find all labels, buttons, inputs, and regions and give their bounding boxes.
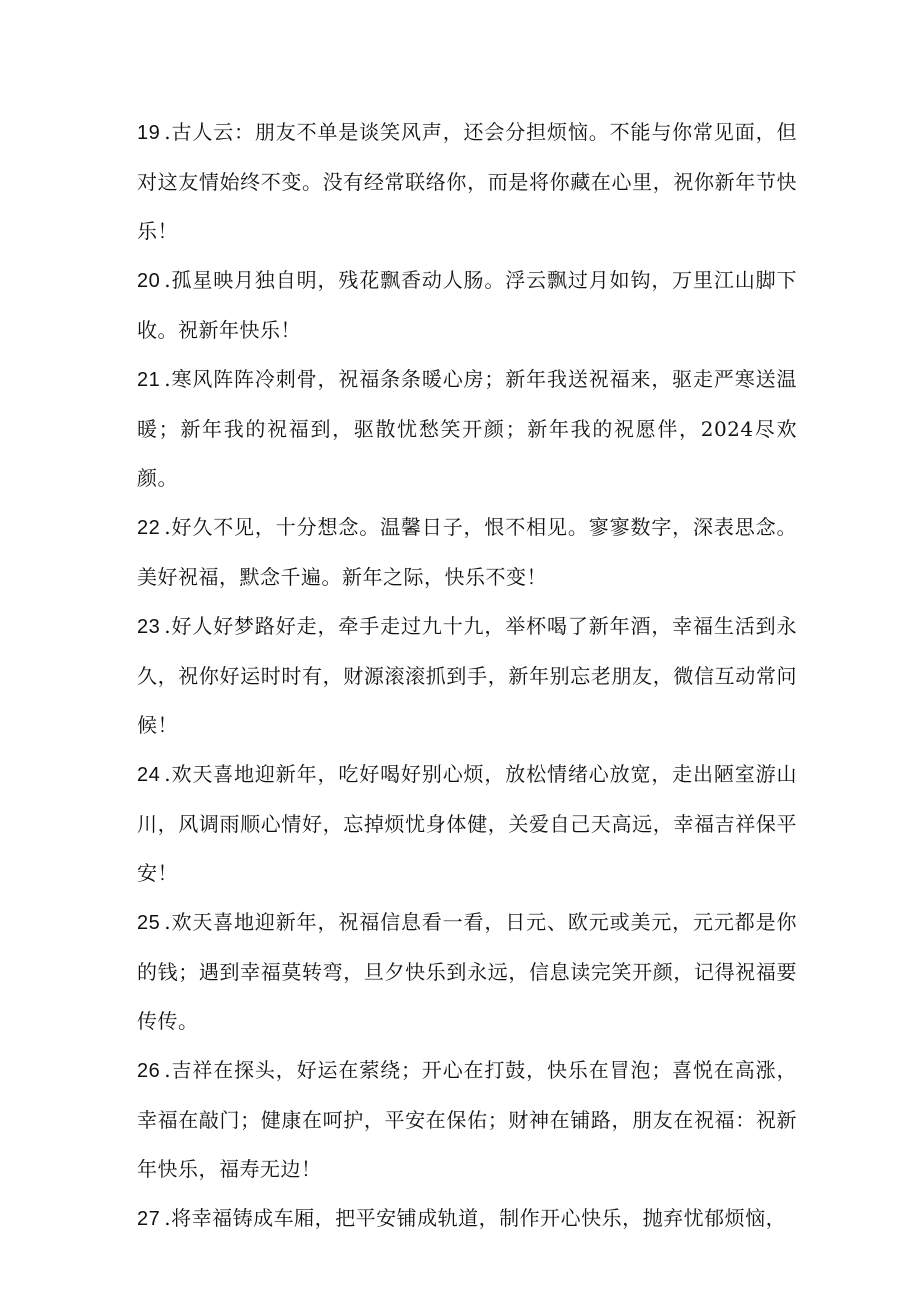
list-item-22	[137, 503, 797, 602]
item-text: .孤星映月独自明，残花飘香动人肠。浮云飘过月如钩，万里江山脚下收。祝新年快乐！	[137, 268, 797, 342]
item-text: .好人好梦路好走，牵手走过九十九，举杯喝了新年酒，幸福生活到永久，祝你好运时时有，财源滚滚抓到手，新年别忘老朋友，微信互动常问候！	[137, 614, 797, 737]
item-text: .欢天喜地迎新年，吃好喝好别心烦，放松情绪心放宽，走出陋室游山川，风调雨顺心情好，忘掉烦忧身体健，关爱自己天高远，幸福吉祥保平安！	[137, 762, 797, 885]
item-number: 26	[137, 1060, 161, 1082]
document-body	[137, 108, 797, 1244]
item-text: .吉祥在探头，好运在萦绕；开心在打鼓，快乐在冒泡；喜悦在高涨，幸福在敲门；健康在呵护，平安在保佑；财神在铺路，朋友在祝福：祝新年快乐，福寿无边！	[137, 1058, 797, 1181]
item-number: 19	[137, 122, 161, 144]
list-item-27	[137, 1194, 797, 1244]
item-number: 21	[137, 369, 161, 391]
item-text: .寒风阵阵冷刺骨，祝福条条暖心房；新年我送祝福来，驱走严寒送温暖；新年我的祝福到，驱散忧愁笑开颜；新年我的祝愿伴，2024尽欢颜。	[137, 367, 797, 490]
item-text: .欢天喜地迎新年，祝福信息看一看，日元、欧元或美元，元元都是你的钱；遇到幸福莫转弯，旦夕快乐到永远，信息读完笑开颜，记得祝福要传传。	[137, 910, 797, 1033]
list-item-19	[137, 108, 797, 256]
list-item-25	[137, 898, 797, 1046]
item-text: .好久不见，十分想念。温馨日子，恨不相见。寥寥数字，深表思念。美好祝福，默念千遍。新年之际，快乐不变！	[137, 515, 797, 589]
item-number: 20	[137, 270, 161, 292]
list-item-26	[137, 1046, 797, 1194]
item-number: 25	[137, 912, 161, 934]
item-text: .古人云：朋友不单是谈笑风声，还会分担烦恼。不能与你常见面，但对这友情始终不变。没有经常联络你，而是将你藏在心里，祝你新年节快乐！	[137, 120, 797, 243]
list-item-20	[137, 256, 797, 355]
list-item-24	[137, 750, 797, 898]
list-item-21	[137, 355, 797, 503]
item-number: 22	[137, 517, 161, 539]
item-text: .将幸福铸成车厢，把平安铺成轨道，制作开心快乐，抛弃忧郁烦恼，	[164, 1206, 787, 1230]
item-number: 23	[137, 616, 161, 638]
item-number: 24	[137, 764, 161, 786]
list-item-23	[137, 602, 797, 750]
item-number: 27	[137, 1208, 161, 1230]
